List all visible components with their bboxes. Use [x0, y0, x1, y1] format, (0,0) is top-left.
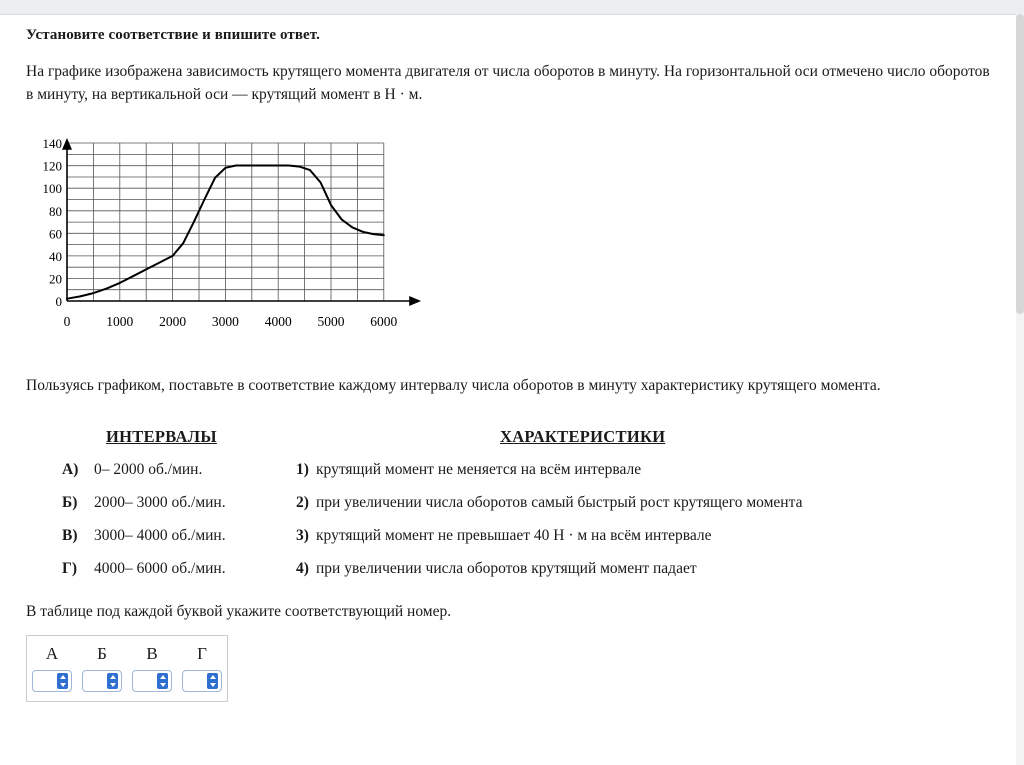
characteristic-number: 2) [296, 494, 309, 511]
table-row [26, 560, 998, 593]
answer-select-wrap-v[interactable] [132, 670, 172, 692]
answer-header-g: Г [197, 644, 207, 663]
table-row [26, 527, 998, 560]
svg-text:80: 80 [49, 203, 62, 219]
answer-select-g[interactable] [182, 670, 222, 692]
svg-text:0: 0 [55, 294, 62, 309]
characteristic-number: 1) [296, 461, 309, 478]
chart-x-labels [64, 314, 398, 329]
svg-text:3000: 3000 [211, 314, 239, 329]
answer-header-v: В [146, 644, 158, 663]
svg-text:5000: 5000 [317, 314, 345, 329]
answer-table [26, 635, 228, 702]
svg-text:40: 40 [49, 248, 62, 264]
characteristic-text: при увеличении числа оборотов крутящий момент падает [316, 560, 697, 577]
characteristic-text: крутящий момент не превышает 40 Н · м на всём интервале [316, 527, 712, 544]
table-row [26, 494, 998, 527]
characteristics-header: ХАРАКТЕРИСТИКИ [500, 427, 666, 446]
interval-letter: А) [62, 461, 79, 478]
task-page [0, 15, 1024, 702]
window-topbar [0, 0, 1024, 15]
svg-text:100: 100 [42, 181, 62, 197]
chart-gridlines [67, 143, 384, 301]
svg-text:140: 140 [42, 136, 62, 152]
answer-select-wrap-b[interactable] [82, 670, 122, 692]
answer-select-wrap-g[interactable] [182, 670, 222, 692]
svg-text:1000: 1000 [106, 314, 134, 329]
svg-text:6000: 6000 [370, 314, 398, 329]
intervals-header: ИНТЕРВАЛЫ [106, 427, 217, 446]
task-intro-line-1: На графике изображена зависимость крутящего момента двигателя от числа оборотов в минуту. На горизонтальной оси отмечено число оборотов [26, 63, 990, 80]
characteristic-text: при увеличении числа оборотов самый быстрый рост крутящего момента [316, 494, 803, 511]
torque-chart [30, 136, 450, 336]
characteristic-number: 3) [296, 527, 309, 544]
svg-text:0: 0 [63, 314, 71, 329]
interval-text: 3000– 4000 об./мин. [94, 527, 226, 544]
answer-select-b[interactable] [82, 670, 122, 692]
interval-text: 2000– 3000 об./мин. [94, 494, 226, 511]
columns-headers [26, 427, 998, 453]
answer-select-wrap-a[interactable] [32, 670, 72, 692]
interval-letter: В) [62, 527, 78, 544]
answer-header-a: А [45, 644, 59, 663]
answer-header-b: Б [97, 644, 107, 663]
svg-text:20: 20 [49, 271, 62, 287]
table-row [26, 461, 998, 494]
answer-table-header [27, 636, 227, 670]
svg-text:60: 60 [49, 226, 62, 242]
svg-text:120: 120 [42, 158, 62, 174]
chart-svg [30, 136, 450, 336]
answer-table-cells [27, 670, 227, 701]
matching-rows [26, 461, 998, 593]
task-intro-line-2: в минуту, на вертикальной оси — крутящий момент в Н · м. [26, 86, 423, 103]
interval-letter: Г) [62, 560, 78, 577]
answer-select-a[interactable] [32, 670, 72, 692]
chart-y-labels [43, 136, 63, 309]
interval-text: 4000– 6000 об./мин. [94, 560, 226, 577]
answer-note: В таблице под каждой буквой укажите соответствующий номер. [26, 603, 452, 620]
task-instruction: Пользуясь графиком, поставьте в соответствие каждому интервалу числа оборотов в минуту характеристику крутящего момента. [26, 377, 881, 394]
svg-text:2000: 2000 [159, 314, 187, 329]
answer-select-v[interactable] [132, 670, 172, 692]
characteristic-text: крутящий момент не меняется на всём интервале [316, 461, 642, 478]
task-title: Установите соответствие и впишите ответ. [26, 27, 320, 43]
interval-letter: Б) [62, 494, 78, 511]
characteristic-number: 4) [296, 560, 309, 577]
svg-text:4000: 4000 [264, 314, 292, 329]
interval-text: 0– 2000 об./мин. [94, 461, 203, 478]
